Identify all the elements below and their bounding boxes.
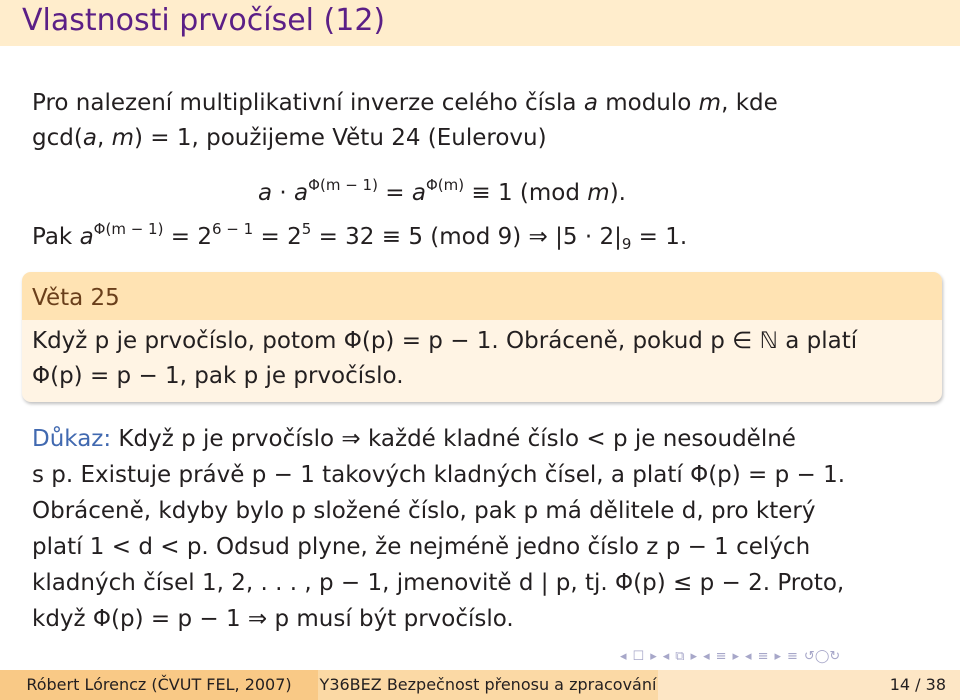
theorem-block — [22, 272, 942, 402]
title-bar — [0, 0, 960, 46]
nav-section-back-icon[interactable]: ◂ — [703, 648, 710, 664]
proof-line-6: když Φ(p) = p − 1 ⇒ p musí být prvočíslo. — [32, 606, 514, 632]
proof-line-1: Důkaz: Když p je prvočíslo ⇒ každé kladné číslo < p je nesoudělné — [32, 426, 796, 452]
theorem-body — [22, 320, 942, 394]
nav-section-icon[interactable]: ≡ — [715, 648, 727, 664]
beamer-navigation — [620, 646, 955, 666]
intro-line-1: Pro nalezení multiplikativní inverze celého čísla a modulo m, kde — [32, 90, 778, 116]
nav-subsection-forward-icon[interactable]: ▸ — [690, 648, 698, 664]
theorem-line-1: Když p je prvočíslo, potom Φ(p) = p − 1. Obráceně, pokud p ∈ ℕ a platí — [32, 328, 858, 354]
nav-document-back-icon[interactable]: ◂ — [745, 648, 752, 664]
footer-course: Y36BEZ Bezpečnost přenosu a zpracování — [318, 670, 658, 700]
footer-page-number: 14 / 38 — [658, 670, 960, 700]
footer — [0, 670, 960, 700]
proof-line-4: platí 1 < d < p. Odsud plyne, že nejméně jedno číslo z p − 1 celých — [32, 534, 811, 560]
nav-appendix-icon[interactable]: ≡ — [787, 648, 798, 664]
nav-subsection-icon[interactable]: ⧉ — [675, 648, 685, 664]
intro-line-2: gcd(a, m) = 1, použijeme Větu 24 (Eulerovu) — [32, 125, 547, 151]
nav-document-icon[interactable]: ≡ — [757, 648, 769, 664]
nav-document-forward-icon[interactable]: ▸ — [774, 648, 782, 664]
formula-euler: $a \cdot a^{\Phi(m - 1)} = a^{\Phi(m)} \equiv 1$ (mod m). — [258, 176, 626, 206]
proof-line-3: Obráceně, kdyby bylo p složené číslo, pak p má dělitele d, pro který — [32, 498, 816, 524]
formula-example: Pak $a^{\Phi(m - 1)} = 2^{6 - 1} = 2^5 = 32 \equiv 5$ (mod 9) ⇒ $|5 \cdot 2|_9 = 1$. — [32, 220, 688, 253]
footer-author: Róbert Lórencz (ČVUT FEL, 2007) — [0, 670, 318, 700]
slide-title: Vlastnosti prvočísel (12) — [22, 3, 386, 38]
proof-label: Důkaz: — [32, 426, 112, 452]
nav-frame-back-icon[interactable]: ◂ — [620, 648, 627, 664]
proof-line-2: s p. Existuje právě p − 1 takových kladných čísel, a platí Φ(p) = p − 1. — [32, 462, 846, 488]
nav-frame-forward-icon[interactable]: ▸ — [650, 648, 657, 664]
nav-section-forward-icon[interactable]: ▸ — [732, 648, 740, 664]
nav-search-icon[interactable]: ↺◯↻ — [803, 648, 841, 664]
nav-subsection-back-icon[interactable]: ◂ — [662, 648, 670, 664]
theorem-line-2: Φ(p) = p − 1, pak p je prvočíslo. — [32, 363, 404, 389]
theorem-heading: Věta 25 — [22, 272, 942, 320]
proof-line-5: kladných čísel 1, 2, . . . , p − 1, jmenovitě d | p, tj. Φ(p) ≤ p − 2. Proto, — [32, 570, 845, 596]
nav-frame-icon[interactable]: ☐ — [632, 648, 645, 664]
